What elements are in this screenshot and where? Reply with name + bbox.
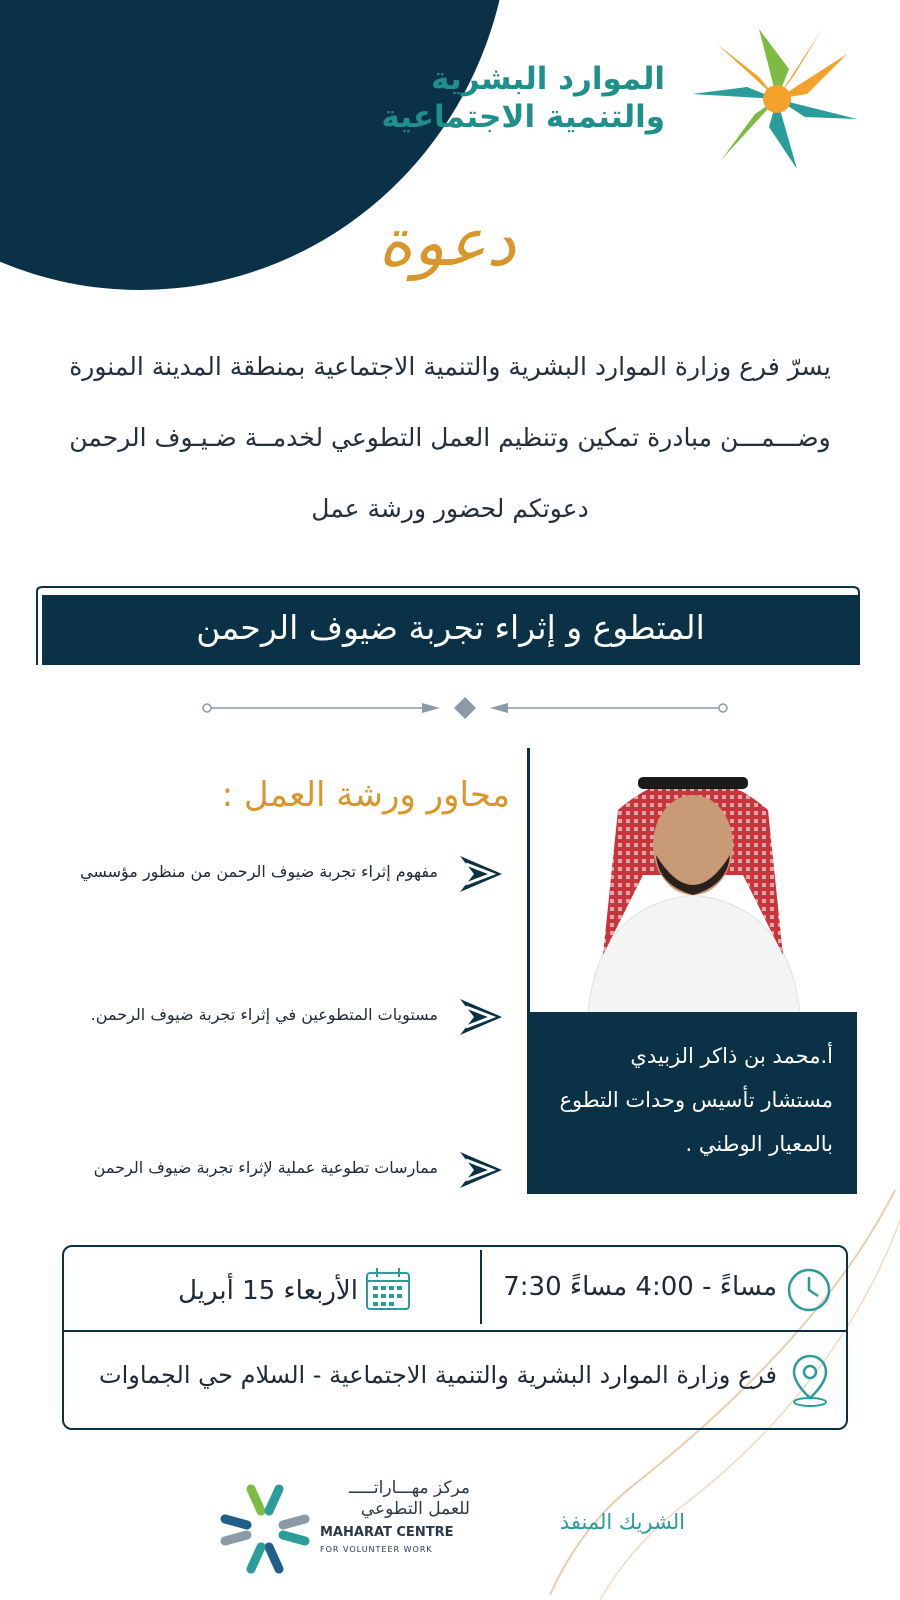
maharat-logo-icon bbox=[215, 1480, 315, 1578]
info-divider-vertical bbox=[480, 1250, 482, 1324]
speaker-name: أ.محمد بن ذاكر الزبيدي bbox=[630, 1044, 833, 1068]
divider-ornament bbox=[200, 695, 730, 721]
arrow-chevron-icon bbox=[456, 852, 510, 896]
ministry-name bbox=[365, 60, 665, 136]
maharat-name-ar: مركز مهـــاراتـــــ للعمل التطوعي bbox=[349, 1478, 470, 1519]
section-separator bbox=[527, 748, 530, 1012]
speaker-card bbox=[527, 1012, 857, 1194]
intro-line-1: يسرّ فرع وزارة الموارد البشرية والتنمية الاجتماعية بمنطقة المدينة المنورة bbox=[69, 352, 831, 381]
maharat-name-en: MAHARAT CENTRE bbox=[320, 1525, 454, 1540]
partner-label: الشريك المنفذ bbox=[559, 1510, 685, 1534]
ministry-logo-icon bbox=[692, 28, 862, 170]
arrow-chevron-icon bbox=[456, 1148, 510, 1192]
event-time: مساءً - 4:00 مساءً 7:30 bbox=[503, 1272, 777, 1302]
speaker-photo bbox=[578, 755, 808, 1013]
invitation-calligraphy: دعوة bbox=[378, 204, 516, 281]
ministry-name-line1: الموارد البشرية bbox=[431, 61, 665, 97]
workshop-title: المتطوع و إثراء تجربة ضيوف الرحمن bbox=[42, 595, 859, 665]
topic-item-1: مفهوم إثراء تجربة ضيوف الرحمن من منظور مؤسسي bbox=[80, 862, 438, 881]
info-divider-horizontal bbox=[64, 1330, 846, 1332]
calendar-icon bbox=[364, 1266, 412, 1312]
event-date: الأربعاء 15 أبريل bbox=[178, 1276, 358, 1306]
clock-icon bbox=[785, 1266, 833, 1314]
topic-item-2: مستويات المتطوعين في إثراء تجربة ضيوف الرحمن. bbox=[90, 1005, 438, 1024]
arrow-chevron-icon bbox=[456, 995, 510, 1039]
maharat-tagline-en: FOR VOLUNTEER WORK bbox=[320, 1545, 433, 1554]
topic-item-3: ممارسات تطوعية عملية لإثراء تجربة ضيوف الرحمن bbox=[93, 1158, 438, 1177]
intro-line-2: وضـــمـــن مبادرة تمكين وتنظيم العمل التطوعي لخدمــة ضـيـوف الرحمن bbox=[69, 423, 831, 452]
location-pin-icon bbox=[788, 1352, 832, 1408]
speaker-role-line1: مستشار تأسيس وحدات التطوع bbox=[559, 1088, 833, 1112]
axes-title: محاور ورشة العمل : bbox=[221, 775, 510, 815]
intro-line-3: دعوتكم لحضور ورشة عمل bbox=[311, 494, 589, 523]
ministry-name-line2: والتنمية الاجتماعية bbox=[381, 99, 665, 135]
speaker-role-line2: بالمعيار الوطني . bbox=[685, 1132, 833, 1156]
event-location: فرع وزارة الموارد البشرية والتنمية الاجتماعية - السلام حي الجماوات bbox=[99, 1361, 777, 1389]
